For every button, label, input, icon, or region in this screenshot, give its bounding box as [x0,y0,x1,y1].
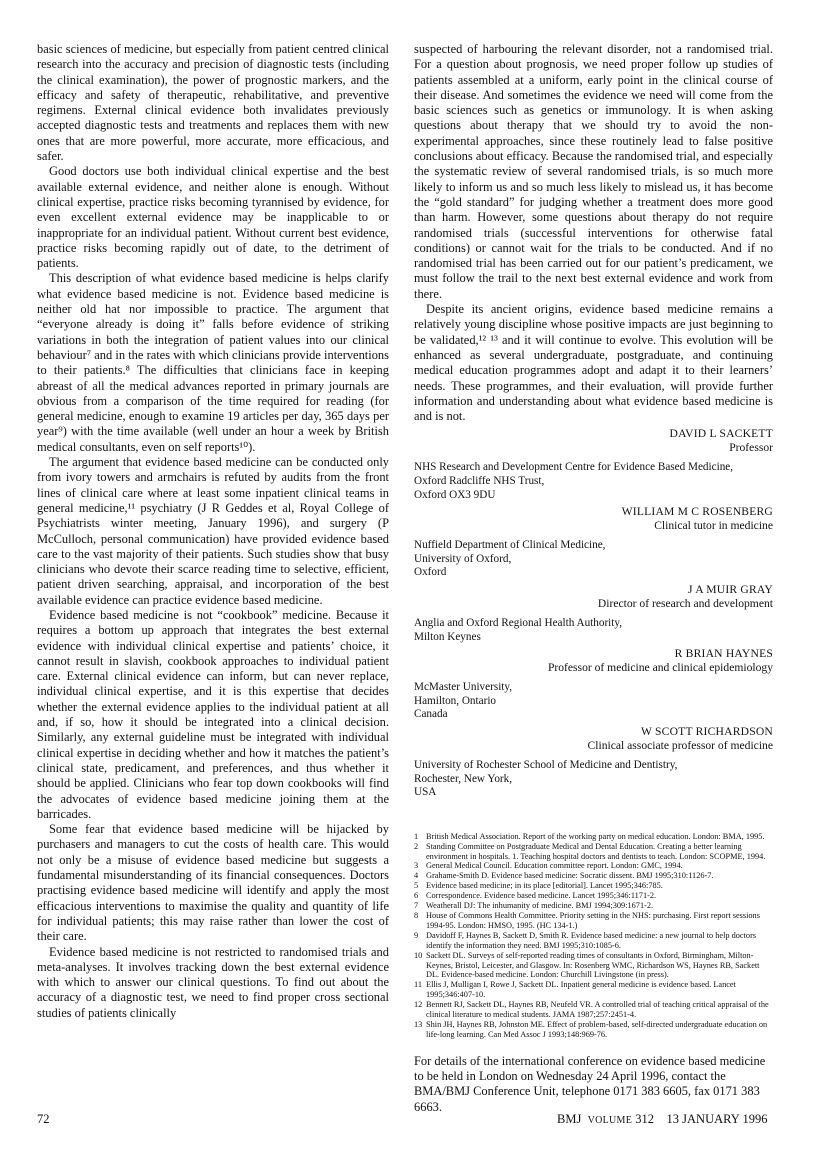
reference-item [414,980,773,1000]
reference-number: 7 [414,901,419,911]
author-name: R BRIAN HAYNES [674,647,773,661]
author-affiliation [414,617,773,644]
affiliation-line: Oxford [414,566,447,579]
author-block [414,505,773,580]
affiliation-line: USA [414,786,437,799]
reference-number: 5 [414,881,419,891]
page-number: 72 [37,1112,50,1126]
journal-footer [557,1112,767,1127]
author-name: DAVID L SACKETT [669,427,773,441]
conference-note: For details of the international conference on evidence based medicine to be held in London on Wednesday 24 April 1996, contact the BMA/BMJ Conference Unit, telephone 0171 383 6605, fax 0171 383 6663. [414,1053,766,1114]
affiliation-line: Nuffield Department of Clinical Medicine, [414,539,606,552]
author-affiliation [414,759,773,800]
affiliation-line: Hamilton, Ontario [414,694,497,707]
author-role: Professor [729,441,773,455]
body-paragraph: Evidence based medicine is not “cookbook” medicine. Because it requires a bottom up approach that integrates the best external evidence with individual clinical expertise and patients’ choice, it cannot result in slavish, cookbook approaches to individual patient care. External clinical evidence can inform, but can never replace, individual clinical expertise, and it is this expertise that decides whether the external evidence applies to the individual patient at all and, if so, how it should be integrated into a clinical decision. Similarly, any external guideline must be integrated with individual clinical expertise in deciding whether and how it matches the patient’s clinical state, predicament, and preferences, and thus whether it should be applied. Clinicians who fear top down cookbooks will find the advocates of evidence based medicine joining them at the barricades. [37,607,389,821]
reference-item [414,901,773,911]
author-affiliation [414,539,773,580]
reference-item [414,951,773,981]
reference-item [414,911,773,931]
body-paragraph: Some fear that evidence based medicine will be hijacked by purchasers and managers to cut the costs of health care. This would not only be a misuse of evidence based medicine but suggests a fundamental misunderstanding of its financial consequences. Doctors practising evidence based medicine will identify and apply the most efficacious interventions to maximise the quality and quantity of life for individual patients; this may raise rather than lower the cost of their care. [37,822,389,944]
reference-text: Correspondence. Evidence based medicine. Lancet 1995;346:1171-2. [426,891,657,901]
reference-text: Ellis J, Mulligan I, Rowe J, Sackett DL. Inpatient general medicine is evidence based. Lancet 1995;346:407-10. [426,980,736,1000]
affiliation-line: NHS Research and Development Centre for Evidence Based Medicine, [414,461,734,474]
author-affiliation [414,681,773,722]
reference-number: 2 [414,841,419,851]
right-column [414,42,773,1115]
reference-item [414,881,773,891]
affiliation-line: McMaster University, [414,681,513,694]
author-role: Professor of medicine and clinical epidemiology [547,661,773,675]
reference-number: 4 [414,871,419,881]
reference-number: 11 [414,980,422,990]
reference-item [414,842,773,862]
affiliation-line: Rochester, New York, [414,772,513,785]
author-name: W SCOTT RICHARDSON [640,724,773,738]
reference-number: 9 [414,930,419,940]
affiliation-line: Oxford Radcliffe NHS Trust, [414,475,545,488]
reference-item [414,832,773,842]
affiliation-line: Milton Keynes [414,630,481,643]
reference-text: Evidence based medicine; in its place [editorial]. Lancet 1995;346:785. [426,881,663,891]
affiliation-line: Anglia and Oxford Regional Health Authority, [414,616,623,629]
body-paragraph: This description of what evidence based medicine is helps clarify what evidence based medicine is not. Evidence based medicine is neither old hat nor impossible to practice. The argument that “everyone already is doing it” falls before evidence of striking variations in both the integration of patient values into our clinical behaviour⁷ and in the rates with which clinicians provide interventions to their patients.⁸ The difficulties that clinicians face in keeping abreast of all the medical advances reported in primary journals are obvious from a comparison of the time required for reading (for general medicine, enough to examine 19 articles per day, 365 days per year⁹) with the time available (well under an hour a week by British medical consultants, even on self reports¹⁰). [37,271,389,454]
volume-number: 312 [635,1112,655,1126]
reference-text: Sackett DL. Surveys of self-reported reading times of consultants in Oxford, Birmingham, Milton-Keynes, Bristol, Leicester, and Glasgow. In: Rosenberg WMC, Richardson WS, Haynes RB, Sackett DL. Evidence-based medicine. London: Churchill Livingstone (in press). [426,950,760,980]
reference-number: 1 [414,831,419,841]
reference-text: Bennett RJ, Sackett DL, Haynes RB, Neufeld VR. A controlled trial of teaching critical appraisal of the clinical literature to medical students. JAMA 1987;257:2451-4. [426,1000,769,1020]
journal-name: BMJ [557,1112,582,1126]
author-block [414,583,773,644]
reference-item [414,861,773,871]
affiliation-line: Canada [414,708,448,721]
body-paragraph: Despite its ancient origins, evidence based medicine remains a relatively young discipline whose positive impacts are just beginning to be validated,¹² ¹³ and it will continue to evolve. This evolution will be enhanced as several undergraduate, postgraduate, and continuing medical education programmes adopt and adapt it to their learners’ needs. These programmes, and their evaluation, will provide further information and understanding about what evidence based medicine is and is not. [414,302,773,424]
body-paragraph: basic sciences of medicine, but especially from patient centred clinical research into the accuracy and precision of diagnostic tests (including the clinical examination), the power of prognostic markers, and the efficacy and safety of therapeutic, rehabilitative, and preventive regimens. External clinical evidence both invalidates previously accepted diagnostic tests and treatments and replaces them with new ones that are more powerful, more accurate, more efficacious, and safer. [37,42,389,164]
reference-text: House of Commons Health Committee. Priority setting in the NHS: purchasing. First report sessions 1994-95. London: HMSO, 1995. (HC 134-1.) [426,910,760,930]
reference-number: 3 [414,861,419,871]
reference-text: Davidoff F, Haynes B, Sackett D, Smith R. Evidence based medicine: a new journal to help doctors identify the information they need. BMJ 1995;310:1085-6. [426,930,757,950]
reference-item [414,1020,773,1040]
author-block [414,725,773,800]
author-role: Clinical associate professor of medicine [587,738,773,752]
affiliation-line: University of Oxford, [414,552,512,565]
author-list [414,427,773,799]
body-paragraph: Good doctors use both individual clinical expertise and the best available external evidence, and neither alone is enough. Without clinical expertise, practice risks becoming tyrannised by evidence, for even excellent external evidence may be inapplicable to or inappropriate for an individual patient. Without current best evidence, practice risks becoming rapidly out of date, to the detriment of patients. [37,164,389,271]
volume-label: VOLUME [587,1115,633,1126]
reference-item [414,931,773,951]
author-name: WILLIAM M C ROSENBERG [621,505,773,519]
author-name: J A MUIR GRAY [688,582,773,596]
reference-item [414,891,773,901]
reference-number: 6 [414,891,419,901]
reference-text: Shin JH, Haynes RB, Johnston ME. Effect of problem-based, self-directed undergraduate education on life-long learning. Can Med Assoc J 1993;148:969-76. [426,1019,768,1039]
reference-text: Grahame-Smith D. Evidence based medicine: Socratic dissent. BMJ 1995;310:1126-7. [426,871,714,881]
reference-number: 12 [414,1000,423,1010]
author-block [414,427,773,502]
reference-text: Weatherall DJ: The inhumanity of medicine. BMJ 1994;309:1671-2. [426,901,654,911]
reference-item [414,871,773,881]
reference-number: 13 [414,1019,423,1029]
reference-number: 10 [414,950,423,960]
author-role: Director of research and development [597,596,773,610]
body-paragraph: The argument that evidence based medicine can be conducted only from ivory towers and armchairs is refuted by audits from the front lines of clinical care where at least some inpatient clinical teams in general medicine,¹¹ psychiatry (J R Geddes et al, Royal College of Psychiatrists winter meeting, January 1996), and surgery (P McCulloch, personal communication) have provided evidence based care to the vast majority of their patients. Such studies show that busy clinicians who devote their scarce reading time to selective, efficient, patient driven searching, appraisal, and incorporation of the best available evidence can practice evidence based medicine. [37,455,389,607]
body-paragraph: suspected of harbouring the relevant disorder, not a randomised trial. For a question about prognosis, we need proper follow up studies of patients assembled at a uniform, early point in the clinical course of their disease. And sometimes the evidence we need will come from the basic sciences such as genetics or immunology. It is when asking questions about therapy that we should try to avoid the non-experimental approaches, since these routinely lead to false positive conclusions about efficacy. Because the randomised trial, and especially the systematic review of several randomised trials, is so much more likely to inform us and so much less likely to mislead us, it has become the “gold standard” for judging whether a treatment does more good than harm. However, some questions about therapy do not require randomised trials (successful interventions for otherwise fatal conditions) or cannot wait for the trials to be conducted. And if no randomised trial has been carried out for our patient’s predicament, we must follow the trail to the next best external evidence and work from there. [414,42,773,301]
issue-date: 13 JANUARY 1996 [666,1112,768,1126]
reference-text: Standing Committee on Postgraduate Medical and Dental Education. Creating a better learning environment in hospitals. 1. Teaching hospital doctors and dentists to teach. London: SCOPME, 1994. [426,841,766,861]
reference-list [414,832,773,1040]
body-paragraph: Evidence based medicine is not restricted to randomised trials and meta-analyses. It involves tracking down the best external evidence with which to answer our clinical questions. To find out about the accuracy of a diagnostic test, we need to find proper cross sectional studies of patients clinically [37,944,389,1020]
reference-text: General Medical Council. Education committee report. London: GMC, 1994. [426,861,683,871]
author-role: Clinical tutor in medicine [654,519,773,533]
affiliation-line: University of Rochester School of Medicine and Dentistry, [414,758,678,771]
author-block [414,647,773,722]
reference-text: British Medical Association. Report of the working party on medical education. London: BMA, 1995. [426,831,765,841]
left-column [37,42,389,1021]
reference-number: 8 [414,910,419,920]
reference-item [414,1000,773,1020]
affiliation-line: Oxford OX3 9DU [414,488,496,501]
author-affiliation [414,461,773,502]
